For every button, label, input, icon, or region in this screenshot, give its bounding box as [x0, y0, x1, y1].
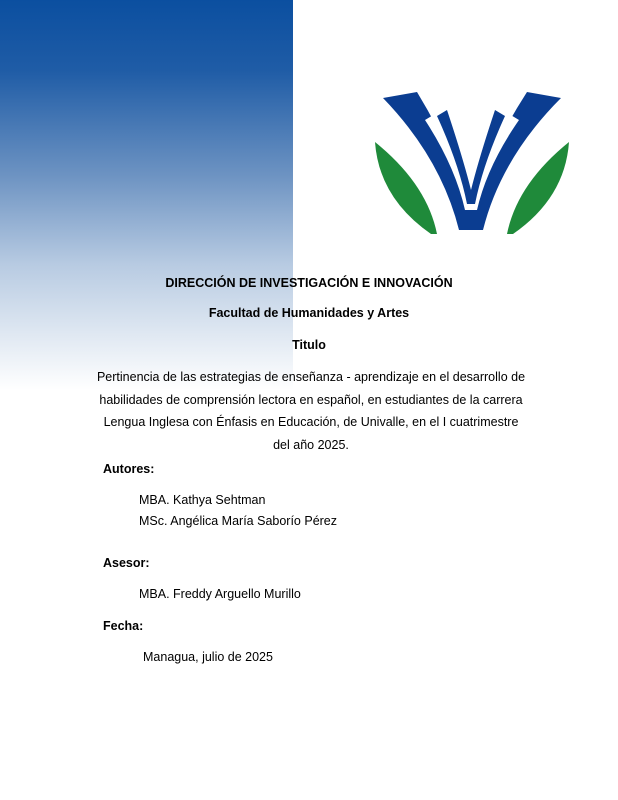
advisor-name: MBA. Freddy Arguello Murillo — [139, 587, 301, 601]
author-name: MBA. Kathya Sehtman — [139, 493, 266, 507]
document-title: Pertinencia de las estrategias de enseñanza - aprendizaje en el desarrollo de habilidades de comprensión lectora en español, en estudiantes de la carrera Lengua Inglesa con Énfasis en Educación, de Univalle, en el I cuatrimestre del año 2025. — [96, 370, 526, 452]
faculty-heading: Facultad de Humanidades y Artes — [208, 306, 410, 320]
title-label: Titulo — [292, 338, 326, 352]
institution-unit-heading: DIRECCIÓN DE INVESTIGACIÓN E INNOVACIÓN — [165, 276, 453, 290]
authors-label: Autores: — [103, 462, 155, 476]
date-value: Managua, julio de 2025 — [143, 650, 273, 664]
date-label: Fecha: — [103, 619, 144, 633]
author-name: MSc. Angélica María Saborío Pérez — [139, 514, 338, 528]
advisor-label: Asesor: — [103, 556, 150, 570]
